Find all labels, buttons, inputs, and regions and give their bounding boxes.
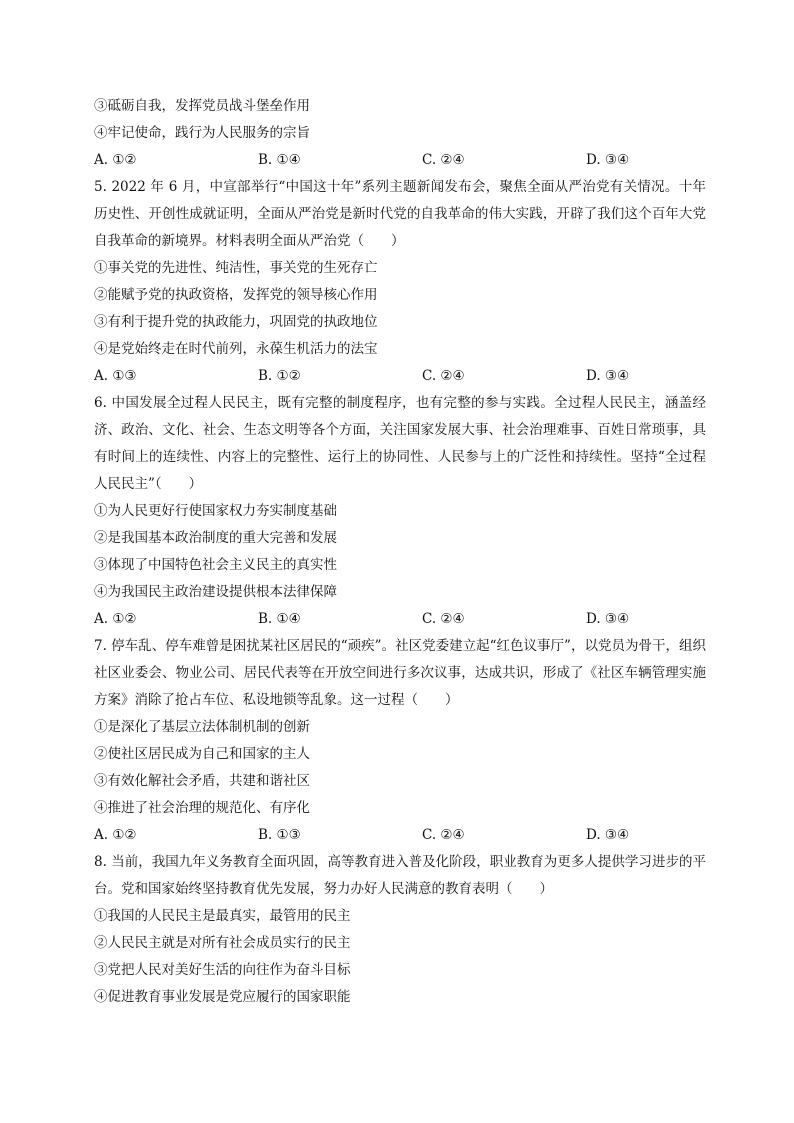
q4-option-c: C. ②④ bbox=[422, 152, 465, 168]
q5-item-3: ③有利于提升党的执政能力，巩固党的执政地位 bbox=[94, 314, 378, 330]
q6-stem: 6. 中国发展全过程人民民主，既有完整的制度程序，也有完整的参与实践。全过程人民民主，涵盖经济、政治、文化、社会、生态文明等各个方面，关注国家发展大事、社会治理难事、百姓日常琐事，具有时间上的连续性、内容上的完整性、运行上的协同性、人民参与上的广泛性和持续性。坚持“全过程人民民主”（ ） bbox=[94, 395, 706, 492]
q8-stem: 8. 当前，我国九年义务教育全面巩固，高等教育进入普及化阶段，职业教育为更多人提供学习进步的平台。党和国家始终坚持教育优先发展，努力办好人民满意的教育表明（ ） bbox=[94, 854, 706, 897]
q7-item-1: ①是深化了基层立法体制机制的创新 bbox=[94, 719, 310, 735]
q6-options bbox=[94, 606, 706, 633]
q5-item-2: ②能赋予党的执政资格，发挥党的领导核心作用 bbox=[94, 287, 378, 303]
q5-option-b: B. ①② bbox=[258, 368, 301, 384]
q4-option-d: D. ③④ bbox=[586, 152, 630, 168]
q6-option-b: B. ①④ bbox=[258, 611, 301, 627]
q4-options bbox=[94, 147, 706, 174]
q7-option-a: A. ①② bbox=[94, 827, 137, 843]
q7-option-c: C. ②④ bbox=[422, 827, 465, 843]
q7-option-b: B. ①③ bbox=[258, 827, 301, 843]
q6-item-3: ③体现了中国特色社会主义民主的真实性 bbox=[94, 557, 337, 573]
q7-item-4: ④推进了社会治理的规范化、有序化 bbox=[94, 800, 310, 816]
q8-item-4: ④促进教育事业发展是党应履行的国家职能 bbox=[94, 989, 351, 1005]
q4-option-a: A. ①② bbox=[94, 152, 137, 168]
q5-item-1: ①事关党的先进性、纯洁性，事关党的生死存亡 bbox=[94, 260, 378, 276]
q6-item-2: ②是我国基本政治制度的重大完善和发展 bbox=[94, 530, 337, 546]
q7-stem: 7. 停车乱、停车难曾是困扰某社区居民的“顽疾”。社区党委建立起“红色议事厅”，以党员为骨干，组织社区业委会、物业公司、居民代表等在开放空间进行多次议事，达成共识，形成了《社区车辆管理实施方案》消除了抢占车位、私设地锁等乱象。这一过程（ ） bbox=[94, 638, 706, 708]
q6-option-c: C. ②④ bbox=[422, 611, 465, 627]
q6-option-a: A. ①② bbox=[94, 611, 137, 627]
q7-item-3: ③有效化解社会矛盾，共建和谐社区 bbox=[94, 773, 310, 789]
q5-option-d: D. ③④ bbox=[586, 368, 630, 384]
q4-item-4: ④牢记使命，践行为人民服务的宗旨 bbox=[94, 125, 310, 141]
q6-item-1: ①为人民更好行使国家权力夯实制度基础 bbox=[94, 503, 337, 519]
q5-option-a: A. ①③ bbox=[94, 368, 137, 384]
q6-option-d: D. ③④ bbox=[586, 611, 630, 627]
q7-item-2: ②使社区居民成为自己和国家的主人 bbox=[94, 746, 310, 762]
q4-option-b: B. ①④ bbox=[258, 152, 301, 168]
q5-stem: 5. 2022 年 6 月，中宣部举行“中国这十年”系列主题新闻发布会，聚焦全面从严治党有关情况。十年历史性、开创性成就证明，全面从严治党是新时代党的自我革命的伟大实践，开辟了我们这个百年大党自我革命的新境界。材料表明全面从严治党（ ） bbox=[94, 179, 706, 249]
q7-options bbox=[94, 822, 706, 849]
page-content bbox=[94, 93, 706, 1011]
q7-option-d: D. ③④ bbox=[586, 827, 630, 843]
q5-item-4: ④是党始终走在时代前列，永葆生机活力的法宝 bbox=[94, 341, 378, 357]
q5-option-c: C. ②④ bbox=[422, 368, 465, 384]
q8-item-2: ②人民民主就是对所有社会成员实行的民主 bbox=[94, 935, 351, 951]
q6-item-4: ④为我国民主政治建设提供根本法律保障 bbox=[94, 584, 337, 600]
q5-options bbox=[94, 363, 706, 390]
q8-item-3: ③党把人民对美好生活的向往作为奋斗目标 bbox=[94, 962, 351, 978]
q4-item-3: ③砥砺自我，发挥党员战斗堡垒作用 bbox=[94, 98, 310, 114]
q8-item-1: ①我国的人民民主是最真实，最管用的民主 bbox=[94, 908, 351, 924]
